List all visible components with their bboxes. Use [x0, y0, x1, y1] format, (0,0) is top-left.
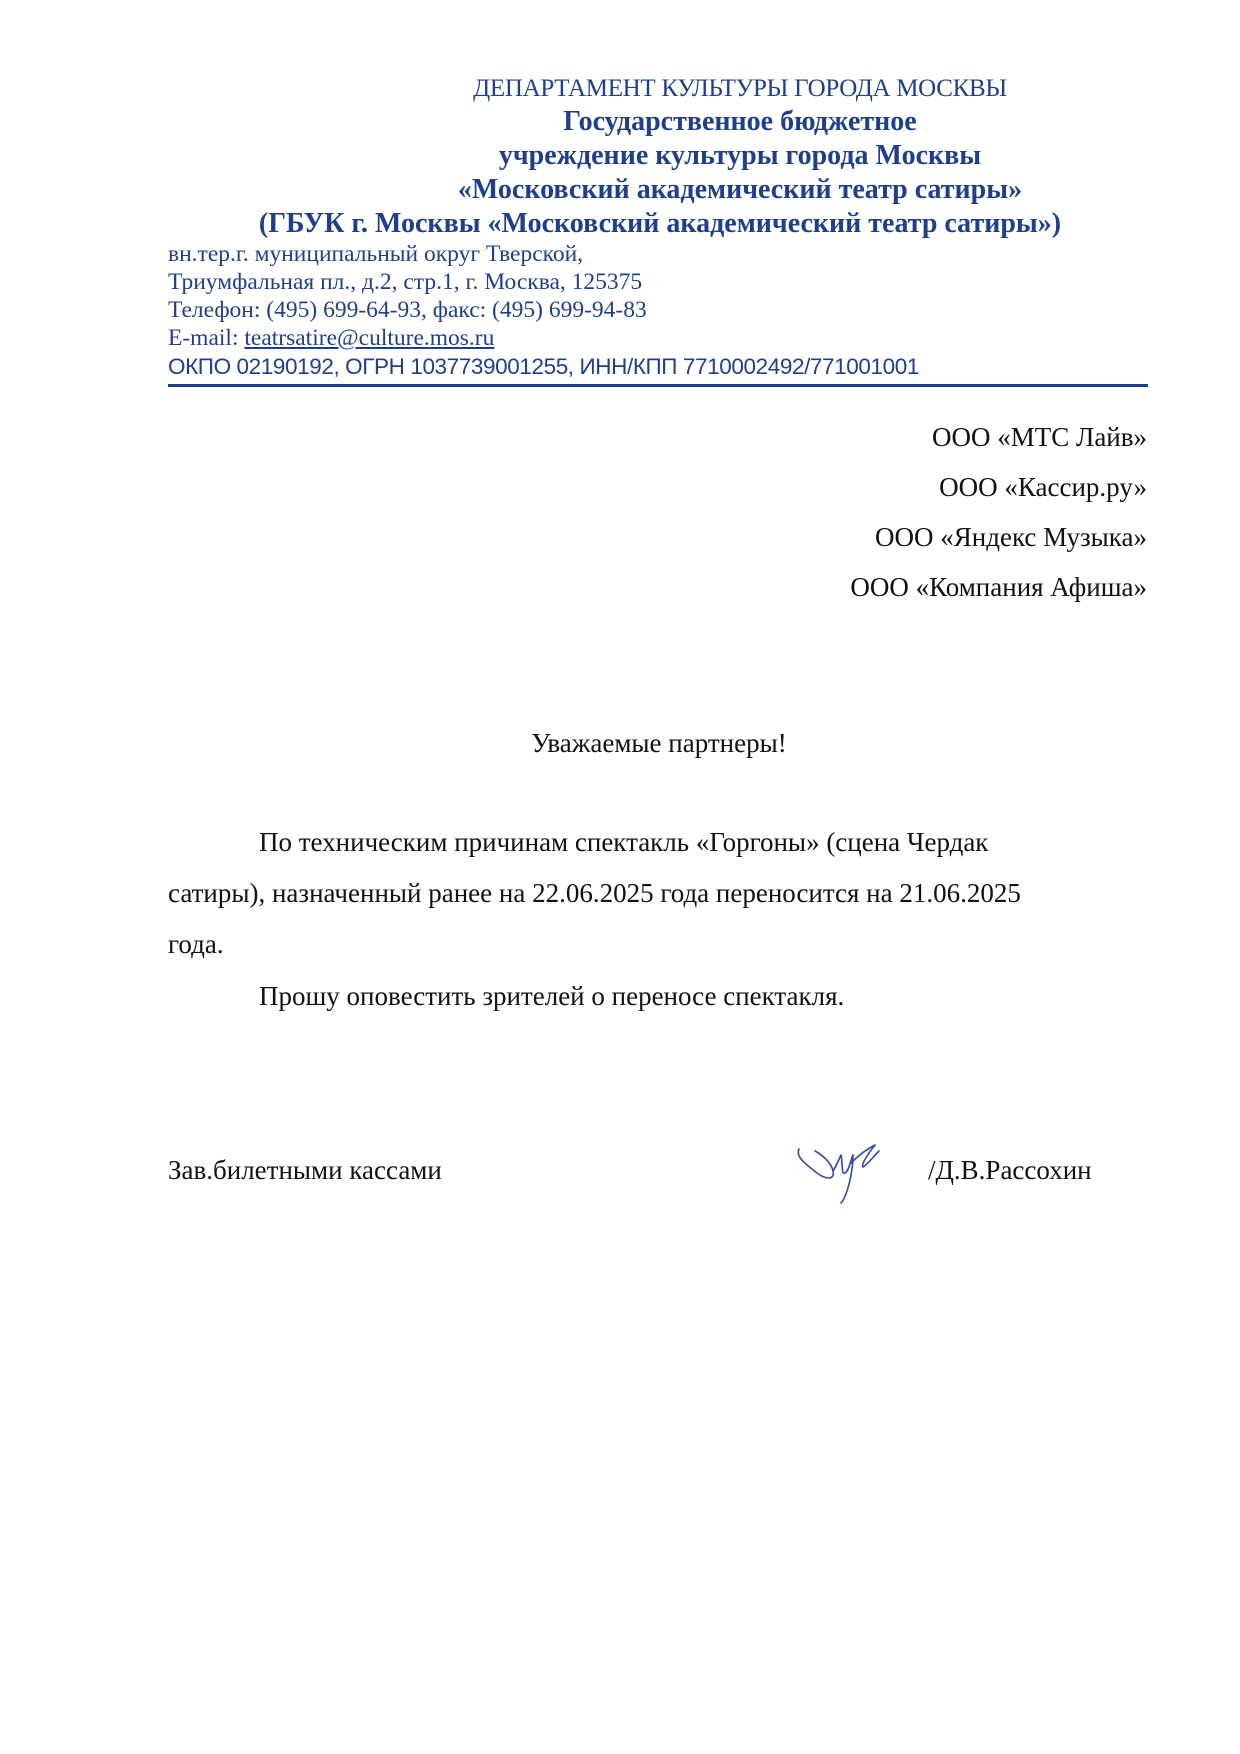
signatory-name: /Д.В.Рассохин [928, 1155, 1092, 1185]
paragraph-1-line-1: По техническим причинам спектакль «Горгоны» (сцена Чердак [259, 827, 989, 857]
phone-fax-line: Телефон: (495) 699-64-93, факс: (495) 699-94-83 [168, 297, 647, 323]
recipient-item: ООО «Кассир.ру» [939, 472, 1147, 502]
organization-name-line-3: «Московский академический театр сатиры» [457, 174, 1023, 205]
handwritten-signature [793, 1135, 893, 1205]
registry-codes-line: ОКПО 02190192, ОГРН 1037739001255, ИНН/КПП 7710002492/771001001 [168, 354, 919, 379]
recipients-block [850, 424, 1147, 624]
email-label: E-mail: [168, 325, 245, 351]
email-link[interactable]: teatrsatire@culture.mos.ru [244, 325, 495, 351]
organization-short-name: (ГБУК г. Москвы «Московский академический театр сатиры») [258, 208, 1062, 239]
address-line-2: Триумфальная пл., д.2, стр.1, г. Москва, 125375 [168, 269, 643, 295]
department-name: ДЕПАРТАМЕНТ КУЛЬТУРЫ ГОРОДА МОСКВЫ [473, 75, 1007, 102]
letterhead-divider [168, 384, 1148, 387]
paragraph-2: Прошу оповестить зрителей о переносе спектакля. [259, 981, 845, 1011]
paragraph-1-line-3: года. [168, 929, 224, 959]
recipient-item: ООО «МТС Лайв» [932, 422, 1147, 452]
email-line [168, 327, 494, 351]
address-line-1: вн.тер.г. муниципальный округ Тверской, [168, 241, 584, 267]
organization-name-line-1: Государственное бюджетное [563, 106, 917, 137]
greeting: Уважаемые партнеры! [531, 728, 787, 758]
recipient-item: ООО «Яндекс Музыка» [875, 522, 1147, 552]
signatory-position: Зав.билетными кассами [168, 1155, 442, 1185]
organization-name-line-2: учреждение культуры города Москвы [498, 140, 982, 171]
paragraph-1-line-2: сатиры), назначенный ранее на 22.06.2025 года переносится на 21.06.2025 [168, 878, 1021, 908]
recipient-item: ООО «Компания Афиша» [850, 572, 1147, 602]
